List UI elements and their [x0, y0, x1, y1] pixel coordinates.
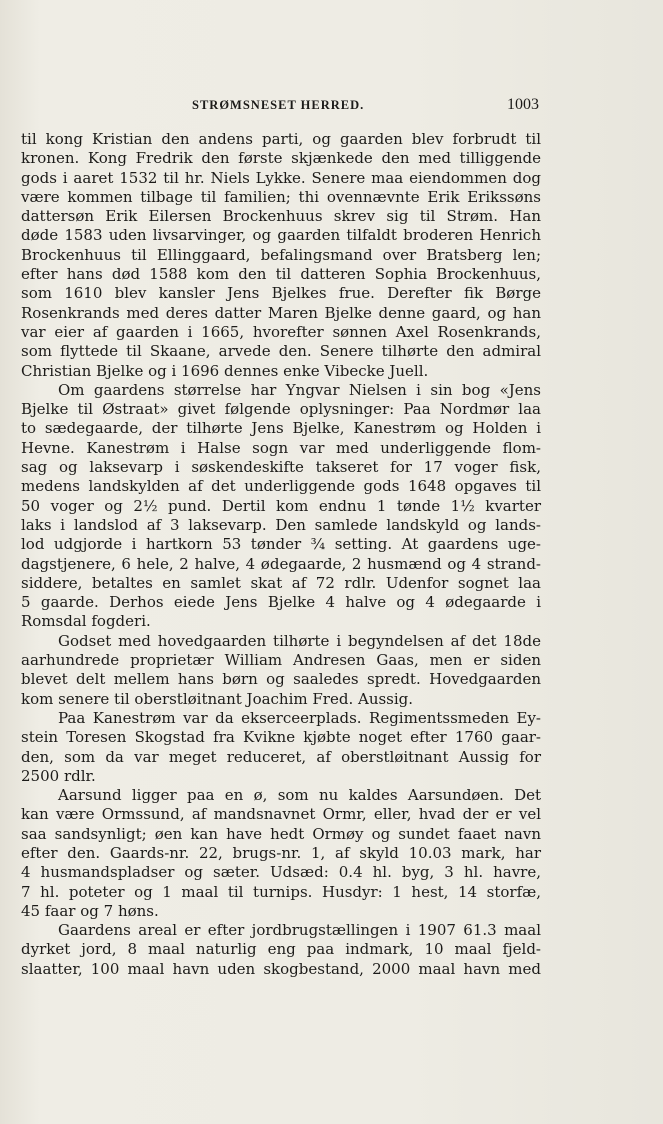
- text-line: den, som da var meget reduceret, af oberstløitnant Aussig for: [21, 747, 541, 766]
- text-line: 5 gaarde. Derhos eiede Jens Bjelke 4 halve og 4 ødegaarde i: [21, 593, 541, 612]
- text-line: saa sandsynligt; øen kan have hedt Ormøy og sundet faaet navn: [21, 824, 541, 843]
- text-line: dyrket jord, 8 maal naturlig eng paa indmark, 10 maal fjeld-: [21, 940, 541, 959]
- text-line: slaatter, 100 maal havn uden skogbestand, 2000 maal havn med: [21, 959, 541, 978]
- text-line: Hevne. Kanestrøm i Halse sogn var med underliggende flom-: [21, 438, 541, 457]
- text-line: døde 1583 uden livsarvinger, og gaarden tilfaldt broderen Henrich: [21, 226, 541, 245]
- text-line: kan være Ormssund, af mandsnavnet Ormr, eller, hvad der er vel: [21, 805, 541, 824]
- text-line: Romsdal fogderi.: [21, 612, 151, 631]
- text-line: Aarsund ligger paa en ø, som nu kaldes Aarsundøen. Det: [58, 786, 541, 805]
- text-line: Gaardens areal er efter jordbrugstællingen i 1907 61.3 maal: [58, 921, 541, 940]
- running-title: STRØMSNESET HERRED.: [192, 98, 365, 112]
- text-line: til kong Kristian den andens parti, og gaarden blev forbrudt til: [21, 130, 541, 148]
- text-line: som 1610 blev kansler Jens Bjelkes frue. Derefter fik Børge: [21, 284, 541, 303]
- text-line: blevet delt mellem hans børn og saaledes spredt. Hovedgaarden: [21, 670, 541, 689]
- body-text: [21, 130, 541, 979]
- text-line: aarhundrede proprietær William Andresen Gaas, men er siden: [21, 651, 541, 670]
- text-line: lod udgjorde i hartkorn 53 tønder ¾ setting. At gaardens uge-: [21, 535, 541, 554]
- text-line: 50 voger og 2½ pund. Dertil kom endnu 1 tønde 1½ kvarter: [21, 496, 541, 515]
- text-line: 7 hl. poteter og 1 maal til turnips. Husdyr: 1 hest, 14 storfæ,: [21, 882, 541, 901]
- page-header: [0, 98, 663, 118]
- text-line: laks i landslod af 3 laksevarp. Den samlede landskyld og lands-: [21, 515, 541, 534]
- text-line: være kommen tilbage til familien; thi ovennævnte Erik Erikssøns: [21, 187, 541, 206]
- text-line: efter den. Gaards-nr. 22, brugs-nr. 1, af skyld 10.03 mark, har: [21, 843, 541, 862]
- text-line: stein Toresen Skogstad fra Kvikne kjøbte noget efter 1760 gaar-: [21, 728, 541, 747]
- text-line: gods i aaret 1532 til hr. Niels Lykke. Senere maa eiendommen dog: [21, 168, 541, 187]
- text-line: var eier af gaarden i 1665, hvorefter sønnen Axel Rosenkrands,: [21, 322, 541, 341]
- text-line: efter hans død 1588 kom den til datteren Sophia Brockenhuus,: [21, 265, 541, 284]
- text-line: siddere, betaltes en samlet skat af 72 rdlr. Udenfor sognet laa: [21, 573, 541, 592]
- text-line: kom senere til oberstløitnant Joachim Fred. Aussig.: [21, 689, 414, 708]
- text-line: dattersøn Erik Eilersen Brockenhuus skrev sig til Strøm. Han: [21, 207, 541, 226]
- text-line: Godset med hovedgaarden tilhørte i begyndelsen af det 18de: [58, 631, 541, 650]
- text-line: 2500 rdlr.: [21, 766, 96, 785]
- text-line: Christian Bjelke og i 1696 dennes enke Vibecke Juell.: [21, 361, 429, 380]
- text-line: Paa Kanestrøm var da ekserceerplads. Regimentssmeden Ey-: [58, 708, 541, 727]
- text-line: 4 husmandspladser og sæter. Udsæd: 0.4 hl. byg, 3 hl. havre,: [21, 863, 541, 882]
- text-line: to sædegaarde, der tilhørte Jens Bjelke, Kanestrøm og Holden i: [21, 419, 541, 438]
- text-line: medens landskylden af det underliggende gods 1648 opgaves til: [21, 477, 541, 496]
- page-number: 1003: [507, 96, 539, 113]
- text-line: Om gaardens størrelse har Yngvar Nielsen i sin bog «Jens: [58, 380, 541, 399]
- text-line: sag og laksevarp i søskendeskifte takseret for 17 voger fisk,: [21, 458, 541, 477]
- text-line: som flyttede til Skaane, arvede den. Senere tilhørte den admiral: [21, 342, 541, 361]
- text-line: kronen. Kong Fredrik den første skjænkede den med tilliggende: [21, 149, 541, 168]
- text-line: Rosenkrands med deres datter Maren Bjelke denne gaard, og han: [21, 303, 541, 322]
- text-line: dagstjenere, 6 hele, 2 halve, 4 ødegaarde, 2 husmænd og 4 strand-: [21, 554, 541, 573]
- text-line: Brockenhuus til Ellinggaard, befalingsmand over Bratsberg len;: [21, 245, 541, 264]
- text-line: Bjelke til Østraat» givet følgende oplysninger: Paa Nordmør laa: [21, 400, 541, 419]
- text-line: 45 faar og 7 høns.: [21, 901, 159, 920]
